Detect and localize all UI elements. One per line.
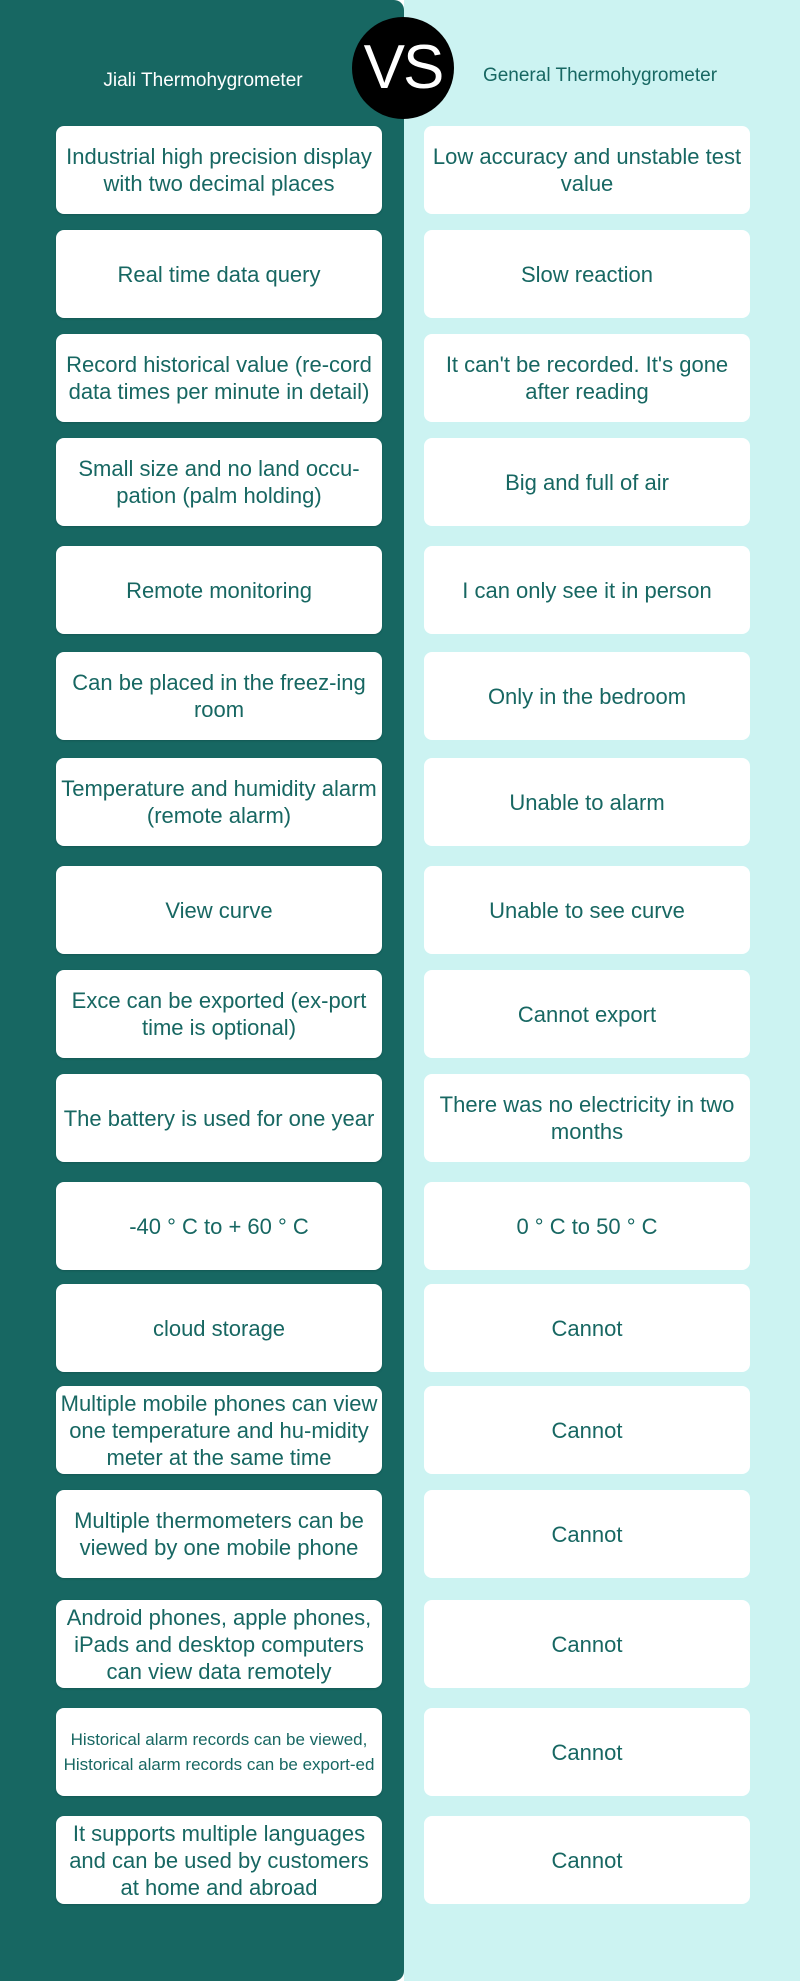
general-feature-text: Cannot bbox=[551, 1631, 623, 1657]
jiali-feature-card bbox=[56, 970, 382, 1058]
jiali-feature-card bbox=[56, 758, 382, 846]
general-feature-text: Cannot bbox=[551, 1315, 623, 1341]
general-feature-text: Unable to alarm bbox=[509, 789, 665, 815]
jiali-feature-text: cloud storage bbox=[152, 1315, 286, 1341]
general-feature-card bbox=[424, 230, 750, 318]
general-feature-card bbox=[424, 1182, 750, 1270]
jiali-feature-text: View curve bbox=[165, 897, 273, 923]
general-feature-card bbox=[424, 758, 750, 846]
jiali-feature-text: Android phones, apple phones, iPads and desktop computers can view data remotely bbox=[66, 1604, 372, 1684]
general-feature-card bbox=[424, 1386, 750, 1474]
jiali-feature-text: Can be placed in the freez-ing room bbox=[72, 670, 366, 722]
jiali-feature-text: It supports multiple languages and can be used by customers at home and abroad bbox=[69, 1820, 369, 1900]
jiali-feature-text: -40 ° C to + 60 ° C bbox=[129, 1213, 309, 1239]
jiali-feature-card bbox=[56, 1708, 382, 1796]
general-feature-text: It can't be recorded. It's gone after reading bbox=[445, 352, 729, 404]
general-feature-card bbox=[424, 546, 750, 634]
jiali-feature-text: Multiple mobile phones can view one temperature and hu-midity meter at the same time bbox=[60, 1390, 378, 1470]
jiali-feature-card bbox=[56, 230, 382, 318]
jiali-feature-text: The battery is used for one year bbox=[63, 1105, 375, 1131]
jiali-feature-text: Temperature and humidity alarm (remote alarm) bbox=[61, 776, 377, 828]
jiali-feature-card bbox=[56, 546, 382, 634]
jiali-feature-card bbox=[56, 1600, 382, 1688]
general-feature-card bbox=[424, 1074, 750, 1162]
jiali-feature-card bbox=[56, 1386, 382, 1474]
general-feature-card bbox=[424, 334, 750, 422]
general-feature-text: 0 ° C to 50 ° C bbox=[516, 1213, 658, 1239]
general-feature-text: Cannot bbox=[551, 1739, 623, 1765]
jiali-feature-text: Exce can be exported (ex-port time is optional) bbox=[71, 988, 367, 1040]
jiali-feature-text: Real time data query bbox=[117, 261, 321, 287]
general-feature-text: Cannot bbox=[551, 1521, 623, 1547]
general-feature-text: Cannot export bbox=[517, 1001, 657, 1027]
jiali-column-title: Jiali Thermohygrometer bbox=[103, 70, 303, 91]
jiali-feature-card bbox=[56, 652, 382, 740]
jiali-feature-card bbox=[56, 1284, 382, 1372]
jiali-feature-card bbox=[56, 1490, 382, 1578]
general-feature-text: Only in the bedroom bbox=[487, 683, 687, 709]
general-feature-card bbox=[424, 1708, 750, 1796]
general-feature-card bbox=[424, 866, 750, 954]
general-feature-text: There was no electricity in two months bbox=[439, 1092, 735, 1144]
jiali-feature-text: Remote monitoring bbox=[126, 577, 312, 603]
general-feature-card bbox=[424, 1490, 750, 1578]
general-feature-text: Slow reaction bbox=[520, 261, 654, 287]
jiali-feature-card bbox=[56, 1074, 382, 1162]
jiali-feature-text: Industrial high precision display with two decimal places bbox=[66, 144, 372, 196]
jiali-feature-card bbox=[56, 1182, 382, 1270]
general-feature-card bbox=[424, 1600, 750, 1688]
vs-label: VS bbox=[363, 33, 443, 102]
general-feature-text: I can only see it in person bbox=[462, 577, 712, 603]
general-feature-card bbox=[424, 1284, 750, 1372]
general-feature-card bbox=[424, 970, 750, 1058]
general-column-title: General Thermohygrometer bbox=[482, 65, 718, 86]
general-feature-text: Low accuracy and unstable test value bbox=[432, 144, 742, 196]
general-feature-card bbox=[424, 652, 750, 740]
general-feature-card bbox=[424, 1816, 750, 1904]
jiali-feature-text: Historical alarm records can be viewed, Historical alarm records can be export-ed bbox=[63, 1730, 375, 1774]
general-feature-text: Big and full of air bbox=[505, 469, 669, 495]
general-feature-text: Unable to see curve bbox=[489, 897, 685, 923]
jiali-feature-card bbox=[56, 1816, 382, 1904]
jiali-feature-card bbox=[56, 438, 382, 526]
jiali-feature-text: Small size and no land occu-pation (palm holding) bbox=[78, 456, 360, 508]
jiali-feature-card bbox=[56, 866, 382, 954]
jiali-feature-card bbox=[56, 334, 382, 422]
jiali-feature-text: Multiple thermometers can be viewed by one mobile phone bbox=[74, 1508, 364, 1560]
jiali-feature-card bbox=[56, 126, 382, 214]
general-feature-text: Cannot bbox=[551, 1847, 623, 1873]
general-feature-text: Cannot bbox=[551, 1417, 623, 1443]
jiali-feature-text: Record historical value (re-cord data times per minute in detail) bbox=[66, 352, 372, 404]
general-feature-card bbox=[424, 126, 750, 214]
vs-badge bbox=[352, 17, 454, 119]
general-feature-card bbox=[424, 438, 750, 526]
